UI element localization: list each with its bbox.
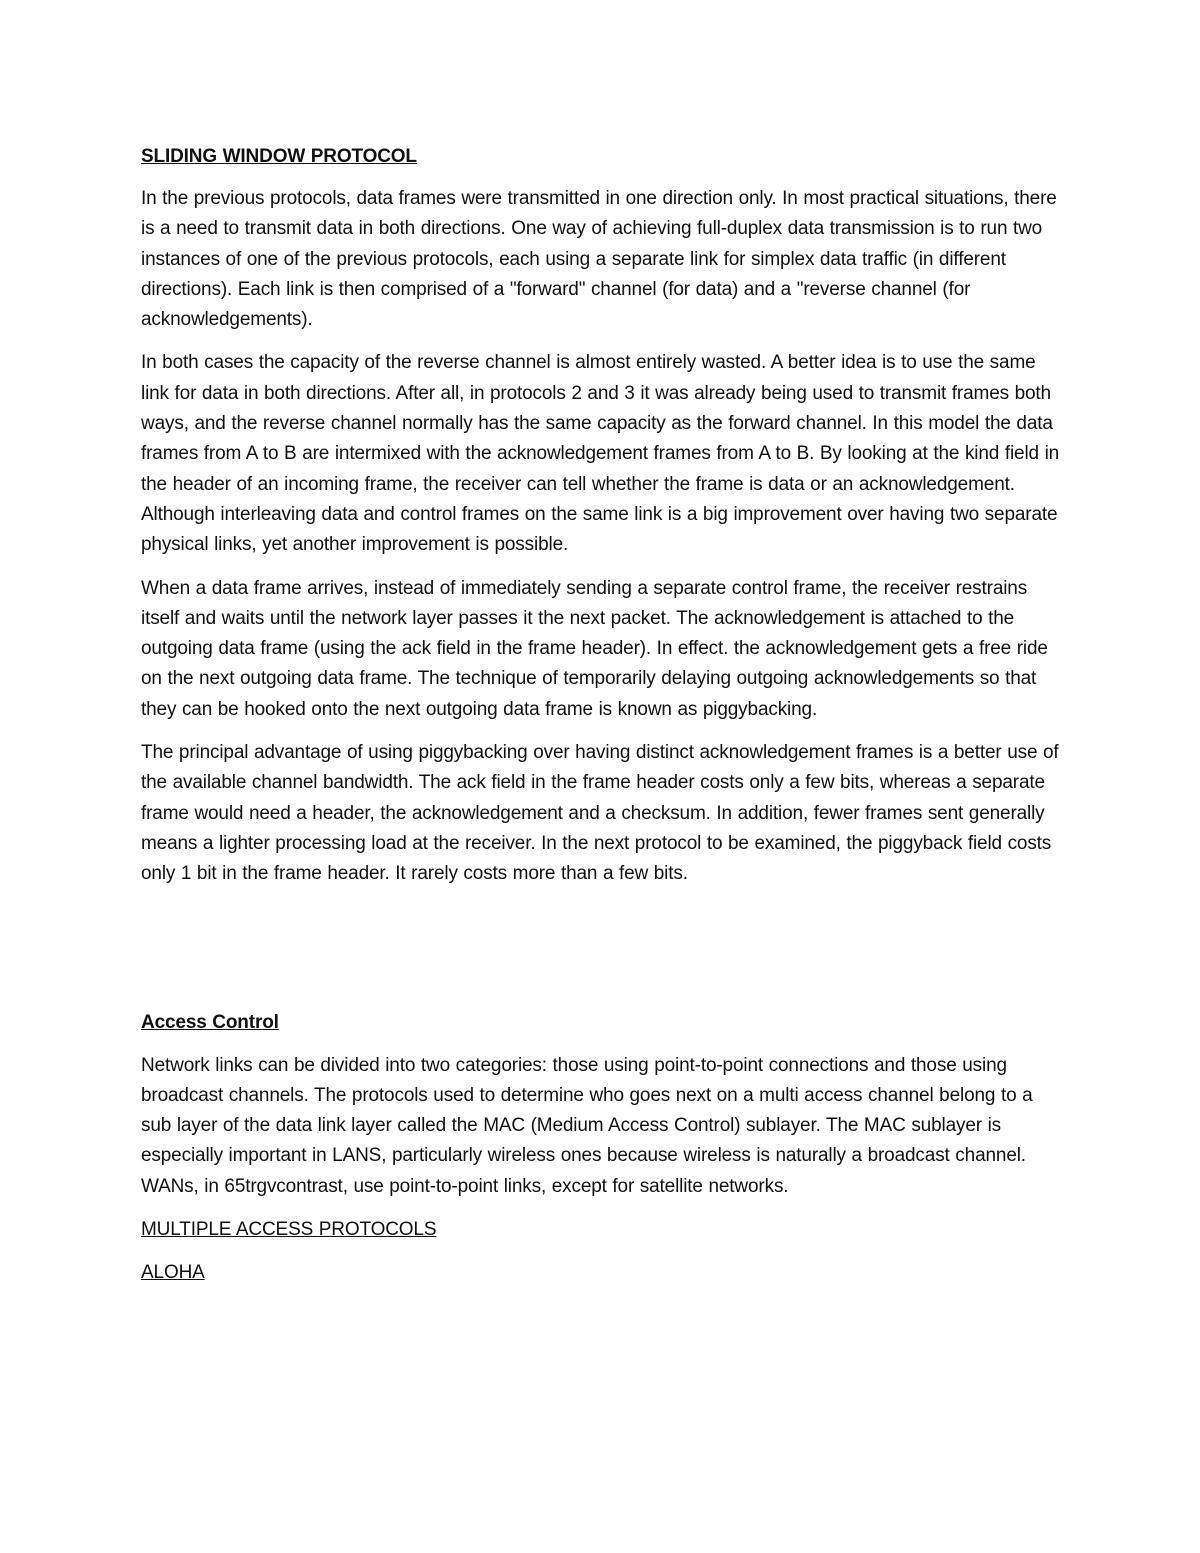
section-title-aloha: ALOHA [141,1262,205,1284]
paragraph-access-control: Network links can be divided into two categories: those using point-to-point connections and those using broadcast channels. The protocols used to determine who goes next on a multi access channel belong to a sub layer of the data link layer called the MAC (Medium Access Control) sublayer. The MAC sublayer is especially important in LANS, particularly wireless ones because wireless is naturally a broadcast channel. WANs, in 65trgvcontrast, use point-to-point links, except for satellite networks. [141,1054,1033,1197]
paragraph-piggyback-advantage: The principal advantage of using piggybacking over having distinct acknowledgement frames is a better use of the available channel bandwidth. The ack field in the frame header costs only a few bits, whereas a separate frame would need a header, the acknowledgement and a checksum. In addition, fewer frames sent generally means a lighter processing load at the receiver. In the next protocol to be examined, the piggyback field costs only 1 bit in the frame header. It rarely costs more than a few bits. [141,742,1059,885]
section-title-sliding-window: SLIDING WINDOW PROTOCOL [141,146,417,167]
section-spacer [141,903,1061,1008]
paragraph-piggyback-intro: When a data frame arrives, instead of immediately sending a separate control frame, the receiver restrains itself and waits until the network layer passes it the next packet. The acknowledgement is attached to the outgoing data frame (using the ack field in the frame header). In effect. the acknowledgement gets a free ride on the next outgoing data frame. The technique of temporarily delaying outgoing acknowledgements so that they can be hooked onto the next outgoing data frame is known as piggybacking. [141,577,1048,720]
paragraph-intro: In the previous protocols, data frames were transmitted in one direction only. In most practical situations, there is a need to transmit data in both directions. One way of achieving full-duplex data transmission is to run two instances of one of the previous protocols, each using a separate link for simplex data traffic (in different directions). Each link is then comprised of a "forward" channel (for data) and a "reverse channel (for acknowledgements). [141,188,1057,331]
section-title-multiple-access: MULTIPLE ACCESS PROTOCOLS [141,1219,437,1241]
paragraph-capacity: In both cases the capacity of the reverse channel is almost entirely wasted. A better idea is to use the same link for data in both directions. After all, in protocols 2 and 3 it was already being used to transmit frames both ways, and the reverse channel normally has the same capacity as the forward channel. In this model the data frames from A to B are intermixed with the acknowledgement frames from A to B. By looking at the kind field in the header of an incoming frame, the receiver can tell whether the frame is data or an acknowledgement. Although interleaving data and control frames on the same link is a big improvement over having two separate physical links, yet another improvement is possible. [141,352,1060,556]
section-title-access-control: Access Control [141,1011,279,1033]
document-body [141,142,1061,1301]
